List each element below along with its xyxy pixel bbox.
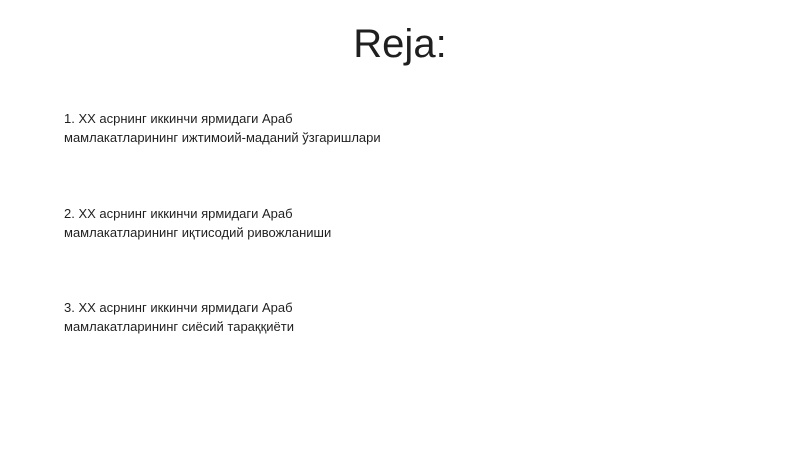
- plan-item-3-line-1: 3. XX асрнинг иккинчи ярмидаги Араб: [64, 300, 293, 315]
- plan-item-1: [64, 109, 464, 147]
- plan-item-1-line-1: 1. XX асрнинг иккинчи ярмидаги Араб: [64, 111, 293, 126]
- plan-item-1-line-2: мамлакатларининг ижтимоий-маданий ўзгаришлари: [64, 130, 381, 145]
- plan-item-2-line-2: мамлакатларининг иқтисодий ривожланиши: [64, 225, 332, 240]
- slide-title: Reja:: [353, 22, 447, 66]
- plan-item-3: [64, 298, 464, 336]
- plan-item-2-line-1: 2. XX асрнинг иккинчи ярмидаги Араб: [64, 206, 293, 221]
- plan-item-2: [64, 204, 464, 242]
- plan-item-3-line-2: мамлакатларининг сиёсий тараққиёти: [64, 319, 294, 334]
